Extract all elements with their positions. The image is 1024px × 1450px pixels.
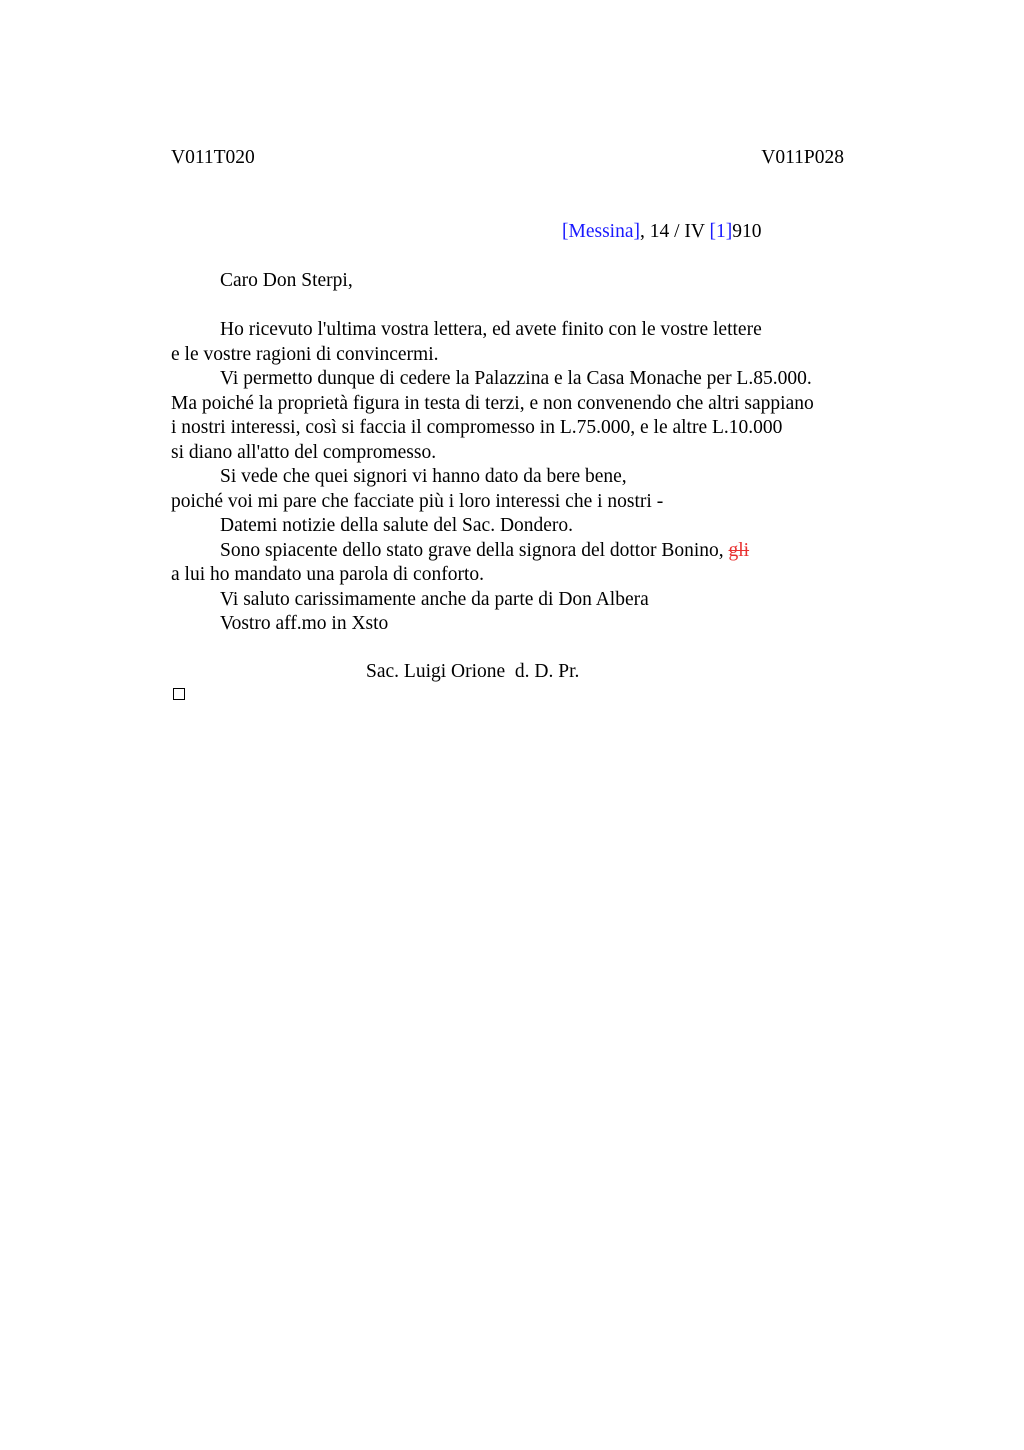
document-code-right: V011P028 bbox=[761, 147, 844, 168]
document-code-left: V011T020 bbox=[171, 147, 255, 168]
letter-line: Vi saluto carissimamente anche da parte di Don Albera bbox=[220, 588, 649, 610]
letter-line: e le vostre ragioni di convincermi. bbox=[171, 343, 439, 365]
bracket-open: [ bbox=[709, 221, 717, 242]
letter-line-text: Sono spiacente dello stato grave della signora del dottor Bonino, bbox=[220, 539, 729, 561]
letter-line: poiché voi mi pare che facciate più i loro interessi che i nostri - bbox=[171, 490, 664, 512]
letter-line: Vi permetto dunque di cedere la Palazzina e la Casa Monache per L.85.000. bbox=[220, 368, 812, 389]
paragraph-gap bbox=[171, 294, 871, 319]
letter-line: Datemi notizie della salute del Sac. Dondero. bbox=[220, 515, 574, 536]
date-text: , 14 / IV bbox=[640, 221, 710, 242]
end-marker-icon bbox=[173, 688, 185, 700]
bracket-open: [ bbox=[562, 221, 569, 242]
letter-line: i nostri interessi, così si faccia il compromesso in L.75.000, e le altre L.10.000 bbox=[171, 417, 783, 438]
salutation: Caro Don Sterpi, bbox=[220, 270, 353, 291]
letter-line: si diano all'atto del compromesso. bbox=[171, 441, 437, 463]
letter-line: Ma poiché la proprietà figura in testa di terzi, e non convenendo che altri sappiano bbox=[171, 392, 814, 414]
letter-line: Si vede che quei signori vi hanno dato da bere bene, bbox=[220, 466, 627, 487]
dateline bbox=[562, 220, 762, 244]
signature: Sac. Luigi Orione d. D. Pr. bbox=[366, 661, 580, 682]
place-name: Messina bbox=[568, 221, 634, 242]
letter-line-with-deletion bbox=[171, 539, 871, 564]
century-digit: 1 bbox=[716, 221, 726, 242]
letter-line: Ho ricevuto l'ultima vostra lettera, ed avete finito con le vostre lettere bbox=[220, 319, 762, 340]
bracket-close: ] bbox=[725, 221, 733, 242]
letter-body bbox=[171, 269, 871, 637]
closing: Vostro aff.mo in Xsto bbox=[220, 613, 389, 634]
deleted-word: gli bbox=[728, 539, 750, 561]
year-digits: 910 bbox=[732, 221, 762, 242]
bracket-close: ] bbox=[633, 221, 640, 242]
letter-line: a lui ho mandato una parola di conforto. bbox=[171, 564, 484, 585]
